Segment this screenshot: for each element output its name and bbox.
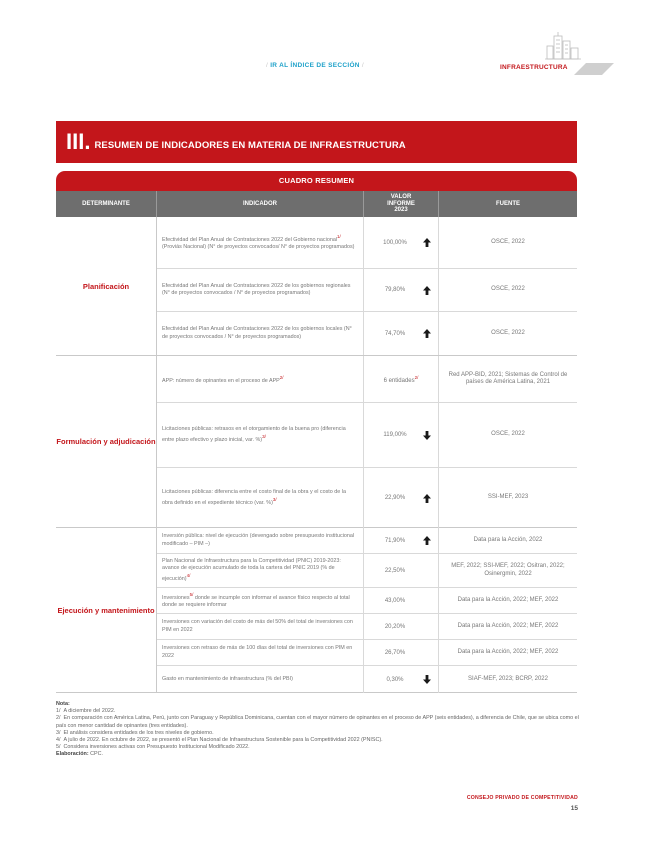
indicator-cell: Gasto en mantenimiento de infraestructura (% del PBI) [157, 666, 364, 693]
source-cell: OSCE, 2022 [491, 238, 525, 245]
source-cell: Data para la Acción, 2022; MEF, 2022 [457, 648, 559, 655]
slash-left: / [265, 62, 271, 69]
section-numeral: III. [66, 129, 91, 154]
table-row [157, 614, 577, 640]
source-cell: SIAF-MEF, 2023; BCRP, 2022 [468, 675, 548, 682]
indicator-cell: APP: número de opinantes en el proceso de $APP^{2/}$ [157, 356, 364, 402]
indicator-cell: Inversiones con retraso de más de 100 días del total de inversiones con PIM en 2022 [157, 640, 364, 665]
value-cell: 79,80% [364, 269, 439, 311]
note-item: 4/ A julio de 2022. En octubre de 2022, se presentó el Plan Nacional de Infraestructura Sostenible para la Competitividad 2022 (PNISC). [56, 737, 383, 744]
value-cell: 22,90% [364, 468, 439, 528]
city-buildings-icon [545, 32, 581, 60]
page-number: 15 [570, 805, 578, 812]
notes-title: Nota: [56, 701, 70, 707]
column-header-determinante: DETERMINANTE [56, 191, 157, 217]
arrow-down-icon [423, 431, 431, 440]
indicator-cell: Licitaciones públicas: retrasos en el otorgamiento de la buena pro (diferencia entre plazo efectivo y plazo inicial, var. %)$^{3/}$ [157, 403, 364, 467]
value-cell: 0,30% [364, 666, 439, 693]
table-row [157, 356, 577, 403]
value-cell: 74,70% [364, 312, 439, 355]
section-label: INFRAESTRUCTURA [500, 64, 568, 71]
arrow-up-icon [423, 494, 431, 503]
source-cell: OSCE, 2022 [491, 286, 525, 293]
indicator-cell: Efectividad del Plan Anual de Contrataciones 2022 del Gobierno nacional$^{1/}$ (Proviás Nacional) (N° de proyectos convocados/ N° de proyectos programados) [157, 217, 364, 268]
value-cell: 22,50% [364, 554, 439, 587]
indicator-cell: Inversión pública: nivel de ejecución (devengado sobre presupuesto institucional modificado – PIM –) [157, 528, 364, 553]
indicator-cell: Efectividad del Plan Anual de Contrataciones 2022 de los gobiernos regionales (N° de proyectos convocados / N° de proyectos programados) [157, 269, 364, 311]
source-cell: MEF, 2022; SSI-MEF, 2022; Ositran, 2022; Osinergmin, 2022 [451, 563, 565, 577]
column-header-fuente: FUENTE [496, 200, 520, 207]
value-cell: 71,90% [364, 528, 439, 553]
source-cell: OSCE, 2022 [491, 431, 525, 438]
arrow-up-icon [423, 536, 431, 545]
section-index-link-text[interactable]: IR AL ÍNDICE DE SECCIÓN [270, 62, 360, 69]
section-title: RESUMEN DE INDICADORES EN MATERIA DE INFRAESTRUCTURA [94, 139, 406, 151]
source-cell: Data para la Acción, 2022 [473, 536, 543, 543]
value-cell: 6 entidades$^{2/}$ [364, 356, 439, 402]
footer-org: CONSEJO PRIVADO DE COMPETITIVIDAD [466, 795, 578, 801]
indicator-cell: Inversiones$^{5/}$ donde se incumple con informar el avance físico respecto al total donde se requiere informar [157, 588, 364, 613]
determinant-cell: Ejecución y mantenimiento [56, 528, 157, 692]
value-cell: 100,00% [364, 217, 439, 268]
note-item: 1/ A diciembre del 2022. [56, 708, 116, 715]
determinant-cell: Formulación y adjudicación [56, 356, 157, 527]
group-ejecucion [56, 528, 577, 693]
table-row [157, 588, 577, 614]
arrow-up-icon [423, 238, 431, 247]
note-item: 5/ Considera inversiones activas con Presupuesto Institucional Modificado 2022. [56, 744, 250, 751]
arrow-down-icon [423, 675, 431, 684]
indicator-cell: Licitaciones públicas: diferencia entre el costo final de la obra y el costo de la obra definido en el expediente técnico (var. %)$^{3/}$ [157, 468, 364, 528]
table-header [56, 191, 577, 217]
column-header-indicador: INDICADOR [157, 191, 364, 217]
indicator-cell: Efectividad del Plan Anual de Contrataciones 2022 de los gobiernos locales (N° de proyectos convocados / N° de proyectos programados) [157, 312, 364, 355]
indicator-cell: Plan Nacional de Infraestructura para la Competitividad (PNIC) 2019-2023: avance de ejecución acumulado de toda la cartera del PNIC 2019 (% de ejecución)$^{4/}$ [157, 554, 364, 587]
value-cell: 20,20% [364, 614, 439, 639]
group-formulacion [56, 356, 577, 528]
source-cell: OSCE, 2022 [491, 329, 525, 336]
arrow-up-icon [423, 286, 431, 295]
group-planificacion [56, 217, 577, 356]
table-row [157, 666, 577, 693]
table-row [157, 528, 577, 554]
note-item: 3/ El análisis considera entidades de los tres niveles de gobierno. [56, 729, 214, 736]
table-row [157, 403, 577, 468]
section-banner [56, 121, 577, 163]
slash-right: / [359, 62, 365, 69]
source-cell: Data para la Acción, 2022; MEF, 2022 [457, 596, 559, 603]
table-row [157, 468, 577, 528]
table-row [157, 640, 577, 666]
value-cell: 119,00% [364, 403, 439, 467]
source-cell: Data para la Acción, 2022; MEF, 2022 [457, 622, 559, 629]
arrow-up-icon [423, 329, 431, 338]
note-item: 2/ En comparación con América Latina, Perú, junto con Paraguay y República Dominicana, cuentan con el mayor número de opinantes en el proceso de APP (seis entidades), a diferencia de Chile, que se ubica como el país con menor cantidad de opinantes (tres entidades). [56, 715, 579, 729]
determinant-cell: Planificación [56, 217, 157, 355]
table-caption: CUADRO RESUMEN [56, 171, 577, 191]
source-cell: Red APP-BID, 2021; Sistemas de Control de países de América Latina, 2021 [448, 371, 568, 385]
value-cell: 43,00% [364, 588, 439, 613]
elaboration-line: Elaboración: CPC. [56, 751, 104, 758]
table-row [157, 217, 577, 269]
table-row [157, 269, 577, 312]
indicator-cell: Inversiones con variación del costo de más del 50% del total de inversiones con PIM en 2022 [157, 614, 364, 639]
table-row [157, 554, 577, 588]
source-cell: SSI-MEF, 2023 [487, 494, 529, 501]
column-header-valor: VALOR INFORME 2023 [364, 191, 439, 217]
table-row [157, 312, 577, 355]
value-cell: 26,70% [364, 640, 439, 665]
notes-block [56, 701, 586, 759]
